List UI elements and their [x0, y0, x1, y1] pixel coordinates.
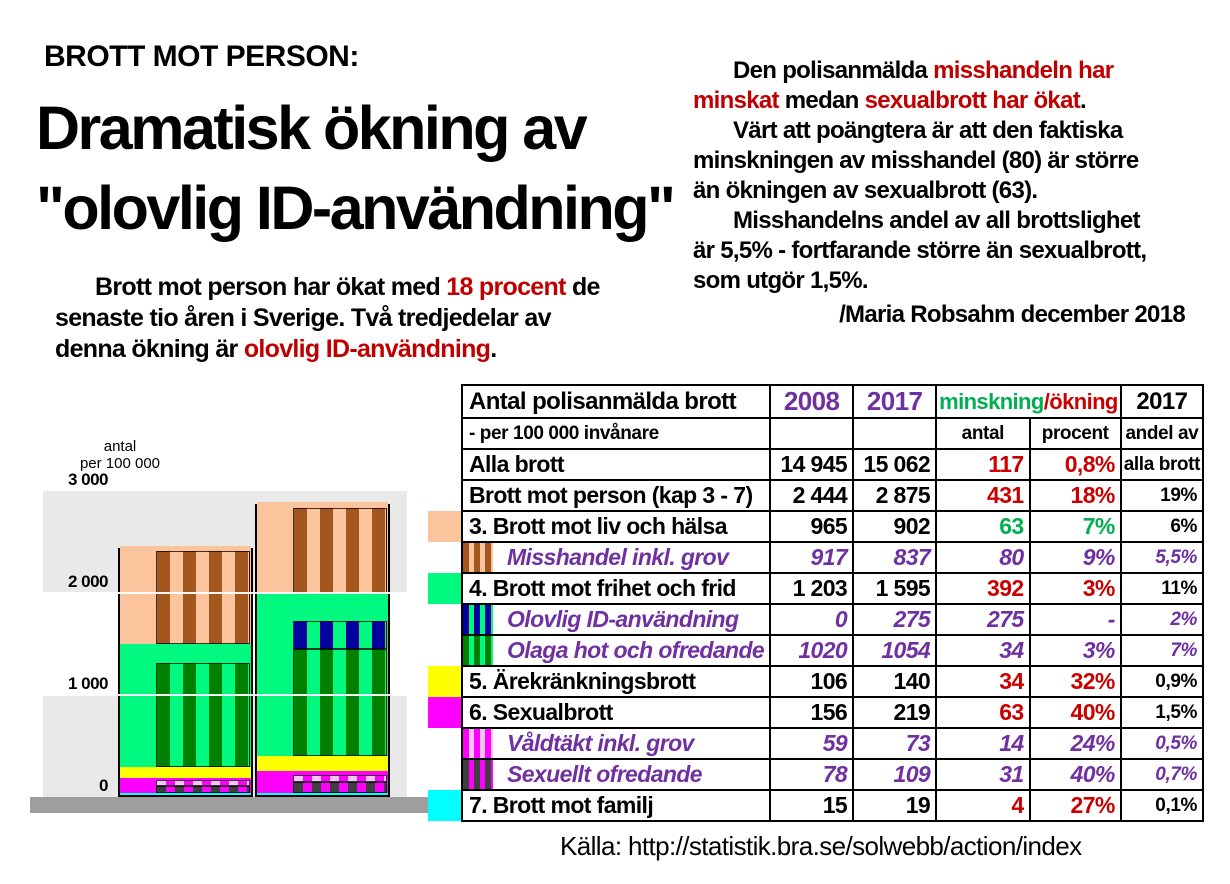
- value-share: 6%: [1121, 511, 1203, 542]
- value-2017: 109: [853, 759, 936, 790]
- source-citation: Källa: http://statistik.bra.se/solwebb/action/index: [560, 831, 1082, 861]
- table-header-row: [428, 385, 1203, 418]
- subheader-antal: antal: [936, 418, 1029, 449]
- text-line: än ökningen av sexualbrott (63).: [693, 177, 1038, 204]
- stacked-bar-chart: [30, 438, 460, 884]
- text-line: är 5,5% - fortfarande större än sexualbrott,: [693, 237, 1147, 264]
- value-diff: 431: [936, 480, 1029, 511]
- col-header-change: minskning/ökning: [936, 385, 1121, 418]
- row-label: Sexuellt ofredande: [462, 759, 770, 790]
- row-color-swatch: [428, 511, 462, 542]
- segment-4. Brott mot frihet och frid: [120, 644, 251, 767]
- swatch-cell: [428, 542, 462, 573]
- subheader-empty-2: [853, 418, 936, 449]
- text-line: Värt att poängtera är att den faktiska: [733, 117, 1123, 144]
- value-2008: 59: [770, 728, 853, 759]
- segment-7. Brott mot familj: [120, 793, 251, 795]
- row-pattern-swatch: [463, 542, 493, 573]
- value-2017: 275: [853, 604, 936, 635]
- bar-2008: [118, 548, 253, 797]
- value-pct: 0,8%: [1030, 449, 1121, 480]
- table-row: [428, 604, 1203, 635]
- value-pct: 9%: [1030, 542, 1121, 573]
- y-tick-0: 0: [99, 776, 108, 795]
- segment-5. Ärekränkningsbrott: [257, 756, 388, 770]
- value-diff: 275: [936, 604, 1029, 635]
- segment-6. Sexualbrott: [120, 778, 251, 794]
- value-pct: 40%: [1030, 759, 1121, 790]
- col-header-title: Antal polisanmälda brott: [462, 385, 770, 418]
- crime-stats-table: [428, 384, 1204, 822]
- text-line: minskat medan sexualbrott har ökat.: [693, 87, 1086, 114]
- segment-6. Sexualbrott: [257, 771, 388, 793]
- row-pattern-swatch: [463, 759, 493, 790]
- value-2017: 15 062: [853, 449, 936, 480]
- value-2008: 2 444: [770, 480, 853, 511]
- text-line: Misshandelns andel av all brottslighet: [733, 207, 1140, 234]
- sub-segment-Misshandel inkl. grov: [156, 551, 250, 645]
- segment-7. Brott mot familj: [257, 793, 388, 795]
- y-tick-3000: 3 000: [67, 470, 108, 489]
- row-color-swatch: [428, 573, 462, 604]
- swatch-spacer: [428, 418, 462, 449]
- text-line: senaste tio åren i Sverige. Två tredjedelar av: [55, 304, 551, 332]
- swatch-cell: [428, 697, 462, 728]
- swatch-cell: [428, 511, 462, 542]
- swatch-cell: [428, 759, 462, 790]
- value-2017: 902: [853, 511, 936, 542]
- value-2017: 219: [853, 697, 936, 728]
- swatch-cell: [428, 604, 462, 635]
- table-row: [428, 573, 1203, 604]
- table-row: [428, 759, 1203, 790]
- value-share: 1,5%: [1121, 697, 1203, 728]
- table-row: [428, 511, 1203, 542]
- gridline-2000: [43, 592, 407, 594]
- value-pct: 24%: [1030, 728, 1121, 759]
- value-pct: 7%: [1030, 511, 1121, 542]
- row-label: Brott mot person (kap 3 - 7): [462, 480, 770, 511]
- sub-segment-Olaga hot och ofredande: [156, 663, 250, 767]
- subheader-per-capita: - per 100 000 invånare: [462, 418, 770, 449]
- text-line: Den polisanmälda misshandeln har: [733, 57, 1114, 84]
- value-diff: 4: [936, 790, 1029, 821]
- row-color-swatch: [428, 666, 462, 697]
- value-pct: 18%: [1030, 480, 1121, 511]
- row-label: 7. Brott mot familj: [462, 790, 770, 821]
- commentary-paragraph: [693, 56, 1195, 330]
- value-diff: 63: [936, 697, 1029, 728]
- value-diff: 392: [936, 573, 1029, 604]
- text-line: denna ökning är olovlig ID-användning.: [55, 335, 497, 363]
- value-2008: 78: [770, 759, 853, 790]
- value-diff: 117: [936, 449, 1029, 480]
- value-2017: 2 875: [853, 480, 936, 511]
- page-title-line-2: "olovlig ID-användning": [36, 174, 674, 242]
- row-color-swatch: [428, 697, 462, 728]
- signature: /Maria Robsahm december 2018: [839, 301, 1185, 328]
- table-row: [428, 480, 1203, 511]
- swatch-cell: [428, 790, 462, 821]
- row-label: 6. Sexualbrott: [462, 697, 770, 728]
- sub-segment-Våldtäkt inkl. grov: [156, 780, 250, 786]
- value-2008: 15: [770, 790, 853, 821]
- sub-segment-Olaga hot och ofredande: [293, 649, 387, 757]
- text-line: Brott mot person har ökat med 18 procent de: [95, 273, 600, 301]
- value-2017: 73: [853, 728, 936, 759]
- col-header-share-year: 2017: [1121, 385, 1203, 418]
- sub-segment-Olovlig ID-användning: [293, 621, 387, 649]
- value-diff: 34: [936, 635, 1029, 666]
- value-share: 0,9%: [1121, 666, 1203, 697]
- value-share: 7%: [1121, 635, 1203, 666]
- segment-3. Brott mot liv och hälsa: [120, 546, 251, 644]
- table-row: [428, 635, 1203, 666]
- page-title: [36, 88, 673, 248]
- value-2017: 140: [853, 666, 936, 697]
- text-line: minskningen av misshandel (80) är större: [693, 147, 1139, 174]
- value-diff: 63: [936, 511, 1029, 542]
- value-share: alla brott: [1121, 449, 1203, 480]
- swatch-cell: [428, 573, 462, 604]
- row-pattern-swatch: [463, 604, 493, 635]
- table-row: [428, 666, 1203, 697]
- value-pct: 3%: [1030, 573, 1121, 604]
- value-2008: 156: [770, 697, 853, 728]
- y-axis-label: antal per 100 000: [79, 438, 161, 472]
- segment-4. Brott mot frihet och frid: [257, 594, 388, 757]
- value-2008: 106: [770, 666, 853, 697]
- gridline-1000: [43, 694, 407, 696]
- value-share: 2%: [1121, 604, 1203, 635]
- segment-5. Ärekränkningsbrott: [120, 767, 251, 778]
- value-2017: 1054: [853, 635, 936, 666]
- row-label: Olaga hot och ofredande: [462, 635, 770, 666]
- value-2017: 837: [853, 542, 936, 573]
- row-pattern-swatch: [463, 728, 493, 759]
- segment-3. Brott mot liv och hälsa: [257, 502, 388, 594]
- row-label: Alla brott: [462, 449, 770, 480]
- value-share: 0,5%: [1121, 728, 1203, 759]
- swatch-cell: [428, 480, 462, 511]
- intro-paragraph: [55, 272, 600, 365]
- sub-segment-Sexuellt ofredande: [293, 782, 387, 793]
- value-pct: 32%: [1030, 666, 1121, 697]
- subheader-andel-av: andel av: [1121, 418, 1203, 449]
- value-share: 5,5%: [1121, 542, 1203, 573]
- value-2008: 14 945: [770, 449, 853, 480]
- value-2008: 1 203: [770, 573, 853, 604]
- sub-segment-Våldtäkt inkl. grov: [293, 775, 387, 782]
- value-2008: 1020: [770, 635, 853, 666]
- table-row: [428, 697, 1203, 728]
- row-label: 4. Brott mot frihet och frid: [462, 573, 770, 604]
- row-pattern-swatch: [463, 635, 493, 666]
- col-header-2017: 2017: [853, 385, 936, 418]
- y-tick-1000: 1 000: [67, 674, 108, 693]
- table-row: [428, 542, 1203, 573]
- subheader-procent: procent: [1030, 418, 1121, 449]
- table-row: [428, 449, 1203, 480]
- value-pct: 40%: [1030, 697, 1121, 728]
- crime-stats-table-wrap: [428, 384, 1204, 822]
- row-label: 3. Brott mot liv och hälsa: [462, 511, 770, 542]
- bar-2017: [255, 504, 390, 797]
- value-diff: 14: [936, 728, 1029, 759]
- table-subheader-row: [428, 418, 1203, 449]
- value-share: 19%: [1121, 480, 1203, 511]
- row-color-swatch: [428, 790, 462, 821]
- value-pct: 3%: [1030, 635, 1121, 666]
- value-share: 0,7%: [1121, 759, 1203, 790]
- value-pct: 27%: [1030, 790, 1121, 821]
- value-2008: 965: [770, 511, 853, 542]
- value-diff: 31: [936, 759, 1029, 790]
- swatch-cell: [428, 635, 462, 666]
- swatch-cell: [428, 666, 462, 697]
- text-line: som utgör 1,5%.: [693, 267, 868, 294]
- row-label: 5. Ärekränkningsbrott: [462, 666, 770, 697]
- y-tick-2000: 2 000: [67, 572, 108, 591]
- page-title-line-1: Dramatisk ökning av: [36, 94, 586, 162]
- kicker: BROTT MOT PERSON:: [44, 40, 359, 73]
- subheader-empty-1: [770, 418, 853, 449]
- swatch-cell: [428, 449, 462, 480]
- sub-segment-Sexuellt ofredande: [156, 786, 250, 794]
- table-row: [428, 790, 1203, 821]
- x-axis-floor: [30, 797, 455, 813]
- value-2017: 1 595: [853, 573, 936, 604]
- value-pct: -: [1030, 604, 1121, 635]
- value-diff: 80: [936, 542, 1029, 573]
- row-label: Misshandel inkl. grov: [462, 542, 770, 573]
- value-share: 11%: [1121, 573, 1203, 604]
- col-header-2008: 2008: [770, 385, 853, 418]
- value-2008: 0: [770, 604, 853, 635]
- sub-segment-Misshandel inkl. grov: [293, 508, 387, 593]
- swatch-spacer: [428, 385, 462, 418]
- value-2017: 19: [853, 790, 936, 821]
- swatch-cell: [428, 728, 462, 759]
- value-share: 0,1%: [1121, 790, 1203, 821]
- row-label: Olovlig ID-användning: [462, 604, 770, 635]
- value-diff: 34: [936, 666, 1029, 697]
- table-row: [428, 728, 1203, 759]
- row-label: Våldtäkt inkl. grov: [462, 728, 770, 759]
- value-2008: 917: [770, 542, 853, 573]
